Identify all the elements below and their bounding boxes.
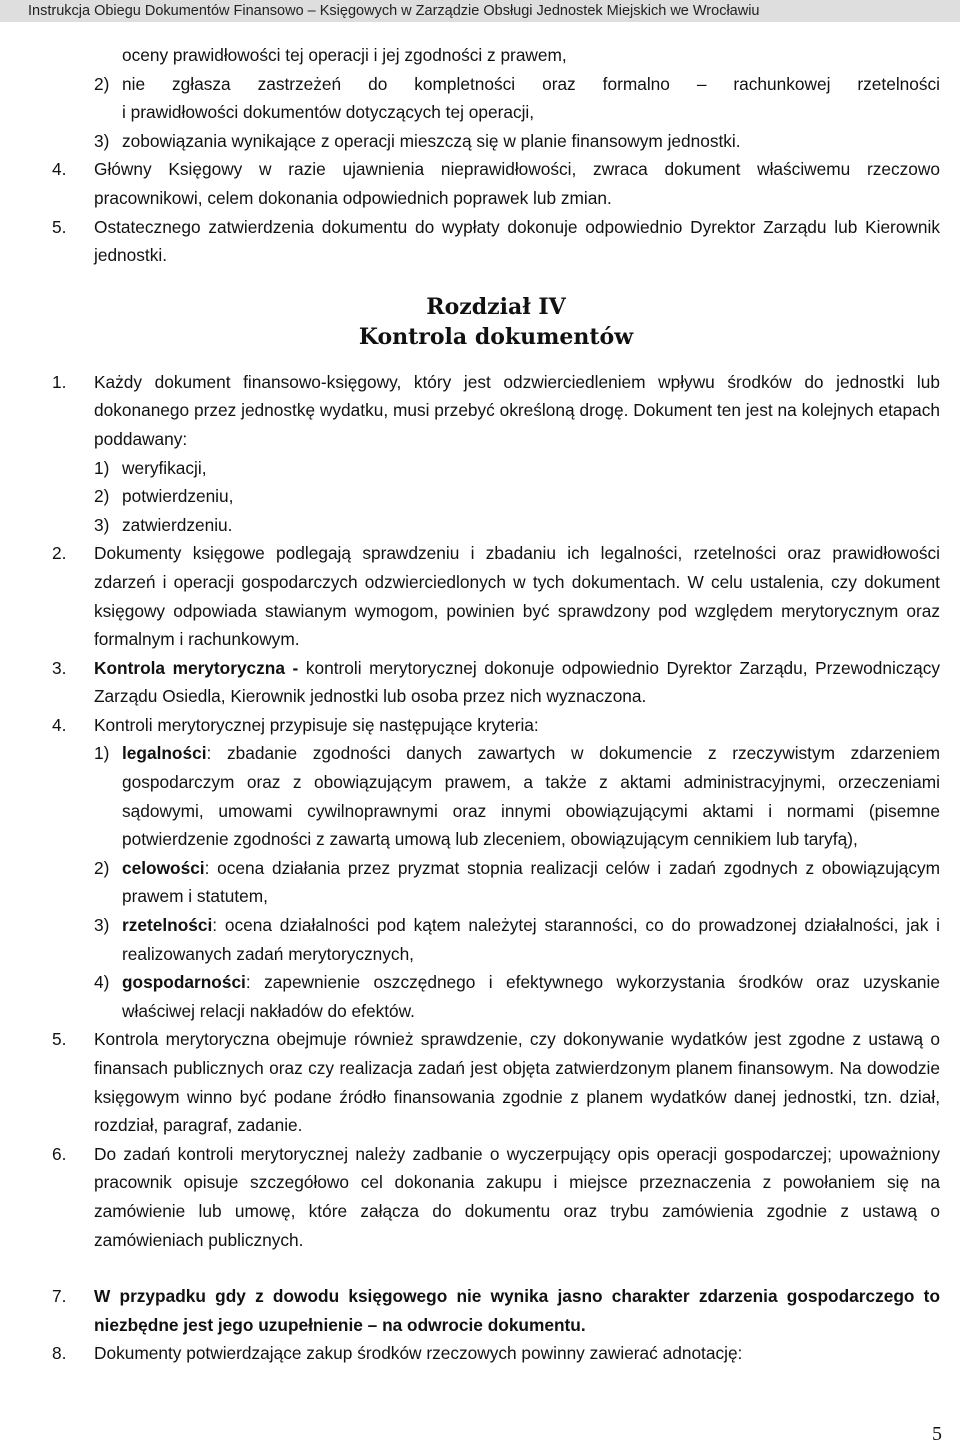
list-item: [94, 482, 940, 511]
document-body: [52, 41, 940, 1368]
criteria-term: rzetelności: [122, 915, 213, 936]
paragraph-number: 2.: [52, 543, 67, 564]
document-header: Instrukcja Obiegu Dokumentów Finansowo – Księgowych w Zarządzie Obsługi Jednostek Miejskich we Wrocławiu: [0, 0, 960, 22]
paragraph-text: Ostatecznego zatwierdzenia dokumentu do wypłaty dokonuje odpowiednio Dyrektor Zarządu lub Kierownik jednostki.: [94, 216, 940, 266]
paragraph-text: Każdy dokument finansowo-księgowy, który jest odzwierciedleniem wpływu środków do jednostki lub dokonanego przez jednostkę wydatku, musi przebyć określoną drogę. Dokument ten jest na kolejnych etapach poddawany:: [94, 371, 940, 449]
list-number: 3): [94, 130, 110, 151]
paragraph-text: Kontrola merytoryczna obejmuje również sprawdzenie, czy dokonywanie wydatków jest zgodne z ustawą o finansach publicznych oraz czy realizacja zadań jest objęta zatwierdzonym planem finansowym. Na dowodzie księgowym winno być podane źródło finansowania zgodnie z planem wydatków danej jednostki, tzn. dział, rozdział, paragraf, zadanie.: [94, 1029, 940, 1136]
paragraph-bold-term: Kontrola merytoryczna -: [94, 657, 299, 678]
paragraph-text: Do zadań kontroli merytorycznej należy zadbanie o wyczerpujący opis operacji gospodarczej; upoważniony pracownik opisuje szczegółowo cel dokonania zakupu i miejsce przeznaczenia z powołaniem się na zamówienie lub umowę, które załącza do dokumentu oraz trybu zamówienia zgodnie z ustawą o zamówieniach publicznych.: [94, 1143, 940, 1250]
intro-item-3: [52, 127, 940, 156]
paragraph-4: [52, 711, 940, 740]
intro-item-2-text-a: nie zgłasza zastrzeżeń do kompletności oraz formalno – rachunkowej rzetelności: [122, 73, 940, 94]
list-number: 2): [94, 73, 110, 94]
chapter-subtitle: Kontrola dokumentów: [358, 323, 634, 350]
criteria-item: [94, 739, 940, 853]
list-text: weryfikacji,: [122, 457, 207, 478]
criteria-text: : zbadanie zgodności danych zawartych w dokumencie z rzeczywistym zdarzeniem gospodarczym oraz z obowiązującym prawem, a także z aktami administracyjnymi, orzeczeniami sądowymi, umowami cywilnoprawnymi oraz innymi obowiązującymi aktami i normami (pisemne potwierdzenie zgodności z zawartą umową lub zleceniem, obowiązującym cennikiem lub taryfą),: [122, 743, 940, 850]
intro-line-1: oceny prawidłowości tej operacji i jej zgodności z prawem,: [122, 45, 567, 65]
paragraph-text: Dokumenty potwierdzające zakup środków rzeczowych powinny zawierać adnotację:: [94, 1343, 743, 1364]
intro-paragraph-4: [52, 155, 940, 212]
criteria-term: gospodarności: [122, 972, 246, 993]
paragraph-2: [52, 539, 940, 653]
paragraph-number: 5.: [52, 1029, 67, 1050]
list-number: 1): [94, 743, 110, 764]
intro-item-2: [52, 70, 940, 99]
list-text: zatwierdzeniu.: [122, 514, 233, 535]
paragraph-number: 4.: [52, 714, 67, 735]
paragraph-number: 1.: [52, 371, 67, 392]
list-number: 2): [94, 857, 110, 878]
chapter-title: Rozdział IV: [426, 293, 566, 320]
paragraph-text: kontroli merytorycznej dokonuje odpowiednio Dyrektor Zarządu, Przewodniczący Zarządu Osiedla, Kierownik jednostki lub osoba przez nich wyznaczona.: [94, 657, 940, 707]
intro-item-3-text: zobowiązania wynikające z operacji mieszczą się w planie finansowym jednostki.: [122, 130, 741, 151]
paragraph-3: [52, 654, 940, 711]
list-item: [94, 454, 940, 483]
list-number: 2): [94, 486, 110, 507]
criteria-text: : ocena działalności pod kątem należytej staranności, co do prowadzonej działalności, jak i realizowanych zadań merytorycznych,: [122, 915, 940, 964]
criteria-text: : ocena działania przez pryzmat stopnia realizacji celów i zadań zgodnych z obowiązującym prawem i statutem,: [122, 857, 940, 907]
paragraph-1: [52, 368, 940, 454]
list-item: [94, 511, 940, 540]
list-number: 4): [94, 972, 110, 993]
paragraph-text: Główny Księgowy w razie ujawnienia nieprawidłowości, zwraca dokument właściwemu rzeczowo pracownikowi, celem dokonania odpowiednich poprawek lub zmian.: [94, 159, 940, 208]
paragraph-6: [52, 1140, 940, 1254]
intro-paragraph-5: [52, 213, 940, 270]
paragraph-number: 6.: [52, 1143, 67, 1164]
paragraph-number: 5.: [52, 216, 67, 237]
list-number: 3): [94, 915, 110, 936]
paragraph-number: 7.: [52, 1286, 67, 1307]
paragraph-number: 8.: [52, 1343, 67, 1364]
list-text: potwierdzeniu,: [122, 486, 234, 507]
paragraph-text: Kontroli merytorycznej przypisuje się następujące kryteria:: [94, 714, 539, 735]
criteria-term: celowości: [122, 857, 205, 878]
paragraph-number: 3.: [52, 657, 67, 678]
paragraph-7: [52, 1282, 940, 1339]
paragraph-text: Dokumenty księgowe podlegają sprawdzeniu i zbadaniu ich legalności, rzetelności oraz prawidłowości zdarzeń i operacji gospodarczych odzwierciedlonych w tych dokumentach. W celu ustalenia, czy dokument księgowy odpowiada stawianym wymogom, powinien być sprawdzony pod względem merytorycznym oraz formalnym i rachunkowym.: [94, 543, 940, 650]
paragraph-5: [52, 1025, 940, 1139]
list-number: 1): [94, 457, 110, 478]
list-number: 3): [94, 514, 110, 535]
intro-item-2-continued: i prawidłowości dokumentów dotyczących tej operacji,: [122, 102, 535, 123]
criteria-text: : zapewnienie oszczędnego i efektywnego wykorzystania środków oraz uzyskanie właściwej relacji nakładów do efektów.: [122, 972, 940, 1021]
criteria-item: [94, 854, 940, 911]
criteria-item: [94, 911, 940, 968]
criteria-term: legalności: [122, 743, 207, 764]
paragraph-8: [52, 1339, 940, 1368]
paragraph-text-bold: W przypadku gdy z dowodu księgowego nie wynika jasno charakter zdarzenia gospodarczego to niezbędne jest jego uzupełnienie – na odwrocie dokumentu.: [94, 1286, 940, 1335]
paragraph-number: 4.: [52, 159, 67, 180]
page-number: 5: [932, 1423, 942, 1445]
criteria-item: [94, 968, 940, 1025]
